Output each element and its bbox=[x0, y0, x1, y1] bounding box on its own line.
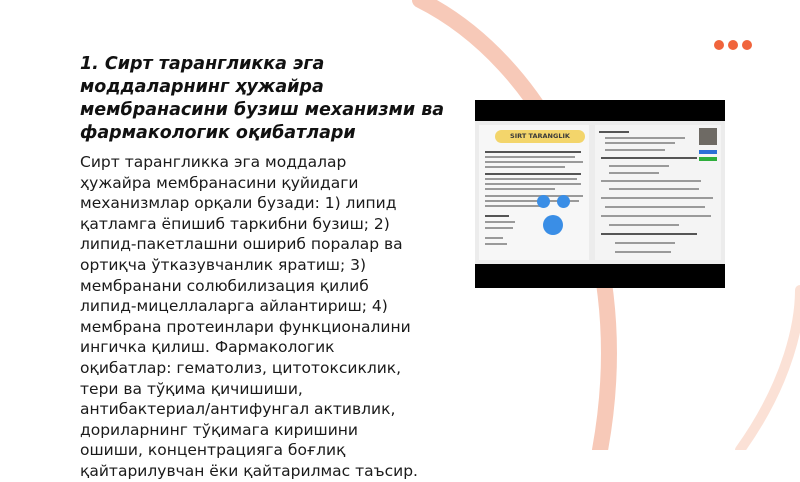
dot-icon bbox=[728, 40, 738, 50]
video-green-bar bbox=[699, 157, 717, 161]
video-screen bbox=[475, 121, 725, 264]
video-left-page bbox=[479, 125, 589, 260]
video-banner: SIRT TARANGLIK bbox=[495, 130, 585, 143]
slide-body-text: Сирт тарангликка эга моддалар ҳужайра мембранасини қуйидаги механизмлар орқали бузади: 1) липид қатламга ёпишиб таркибни бузиш; 2) липид-пакетлашни ошириб поралар ва ортиқча ўтказувчанлик яратиш; 3) мембранани солюбилизация қилиб липид-мицеллаларга айлантириш; 4) мембрана протеинлари функционалини ингичка қилиш. Фармакологик оқибатлар: гематолиз, цитотоксиклик, тери ва тўқима қичишиши, антибактериал/антифунгал активлик, дориларнинг тўқимага киришини ошиши, концентрацияга боғлиқ қайтарилувчан ёки қайтарилмас таъсир. bbox=[80, 153, 418, 480]
video-circle-shape bbox=[543, 215, 563, 235]
video-circle-shape bbox=[537, 195, 550, 208]
video-circle-shape bbox=[557, 195, 570, 208]
decorative-dots bbox=[714, 40, 752, 50]
webcam-thumbnail bbox=[699, 128, 717, 145]
dot-icon bbox=[714, 40, 724, 50]
embedded-video[interactable] bbox=[475, 100, 725, 288]
dot-icon bbox=[742, 40, 752, 50]
video-blue-bar bbox=[699, 150, 717, 154]
video-right-page bbox=[595, 125, 721, 260]
slide-title: 1. Сирт тарангликка эга моддаларнинг ҳужайра мембранасини бузиш механизми ва фармакологик оқибатлари bbox=[80, 54, 445, 143]
